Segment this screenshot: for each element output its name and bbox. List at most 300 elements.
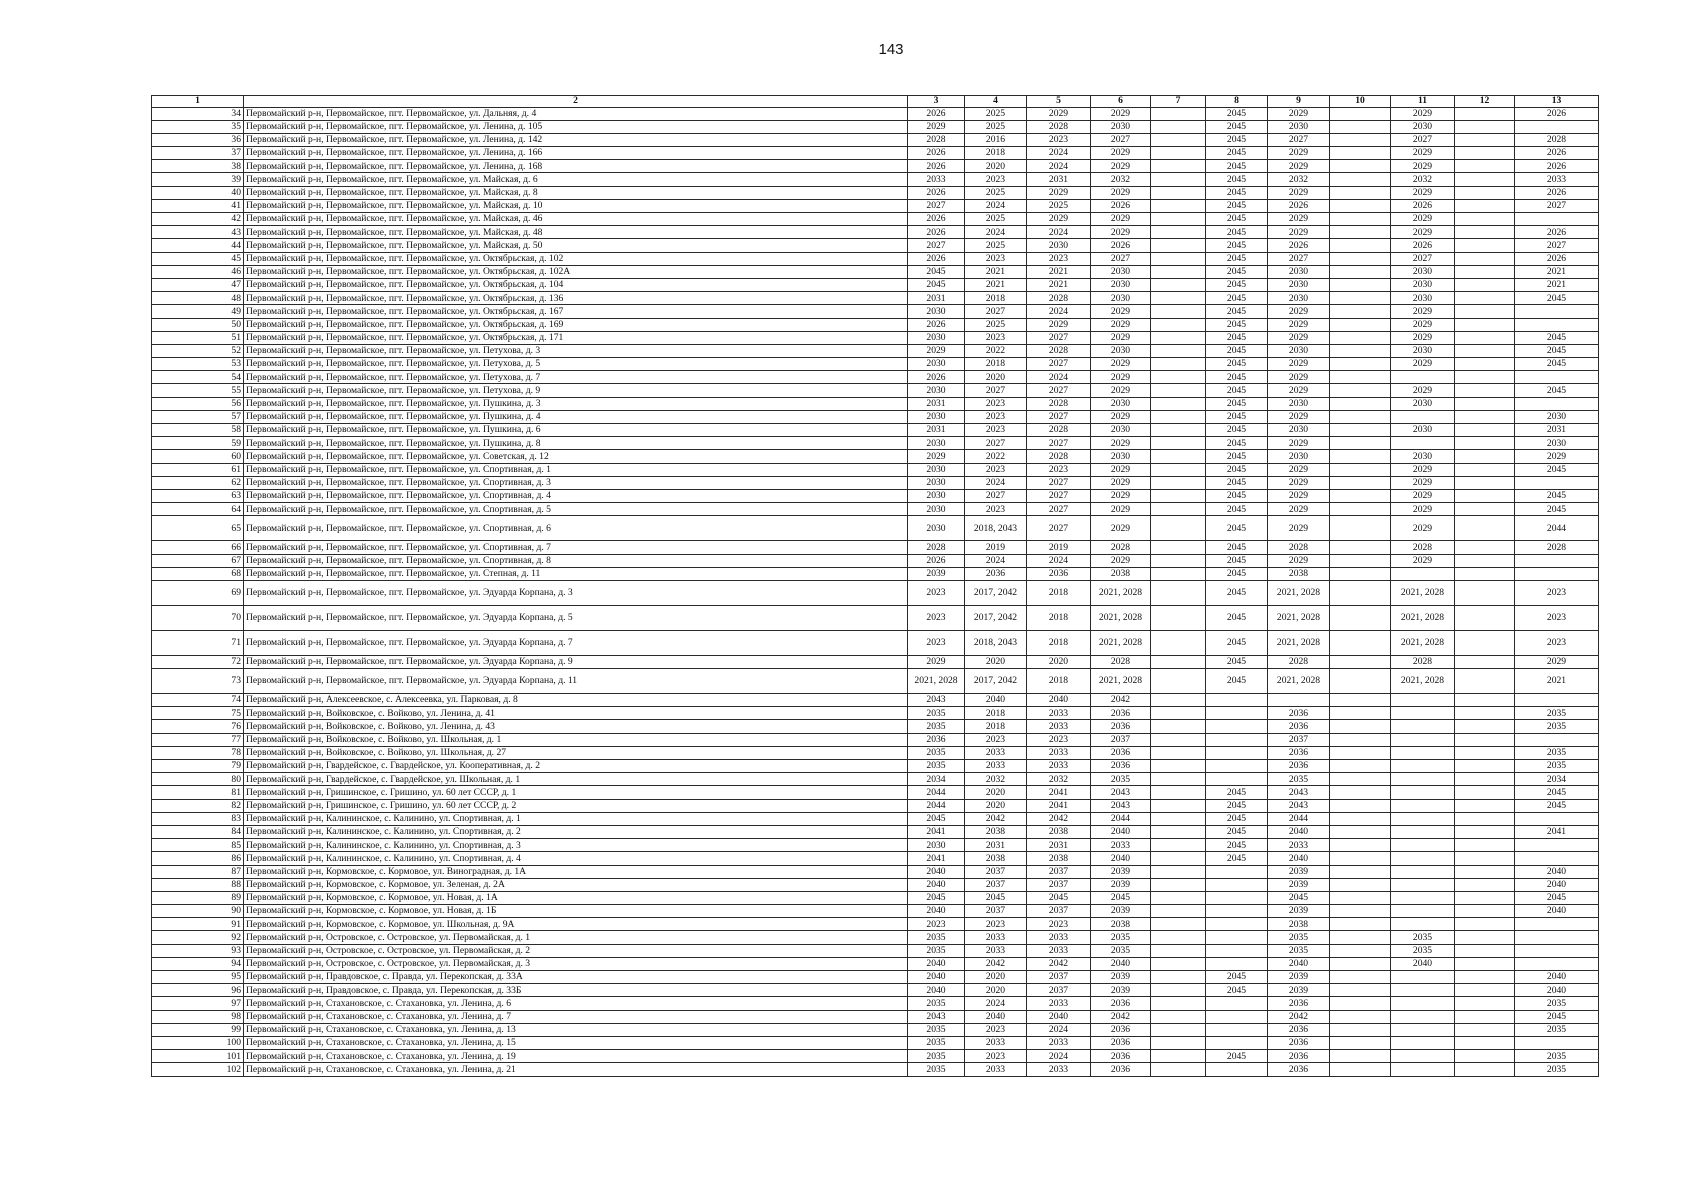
year-cell: 2033 xyxy=(1027,931,1091,944)
year-cell: 2040 xyxy=(1268,852,1330,865)
address-cell: Первомайский р-н, Первомайское, пгт. Первомайское, ул. Октябрьская, д. 167 xyxy=(244,305,908,318)
year-cell: 2030 xyxy=(1268,278,1330,291)
year-cell: 2025 xyxy=(965,213,1027,226)
year-cell xyxy=(1515,812,1599,825)
year-cell: 2037 xyxy=(965,865,1027,878)
year-cell: 2036 xyxy=(1091,1050,1151,1063)
table-row xyxy=(152,476,1599,489)
table-row xyxy=(152,799,1599,812)
year-cell: 2026 xyxy=(908,213,965,226)
year-cell: 2035 xyxy=(1515,760,1599,773)
year-cell: 2027 xyxy=(965,489,1027,502)
year-cell: 2036 xyxy=(1268,1036,1330,1049)
year-cell xyxy=(1206,891,1268,904)
year-cell: 2029 xyxy=(1268,305,1330,318)
year-cell xyxy=(1151,424,1206,437)
year-cell: 2029 xyxy=(1091,476,1151,489)
year-cell: 2024 xyxy=(1027,305,1091,318)
year-cell xyxy=(1455,120,1515,133)
row-number-cell: 76 xyxy=(152,720,244,733)
row-number-cell: 82 xyxy=(152,799,244,812)
row-number-cell: 41 xyxy=(152,199,244,212)
year-cell xyxy=(1515,120,1599,133)
year-cell: 2023 xyxy=(908,918,965,931)
year-cell: 2045 xyxy=(1206,160,1268,173)
address-cell: Первомайский р-н, Стахановское, с. Стахановка, ул. Ленина, д. 7 xyxy=(244,1010,908,1023)
table-row xyxy=(152,1036,1599,1049)
year-cell xyxy=(1206,865,1268,878)
year-cell xyxy=(1455,305,1515,318)
year-cell xyxy=(1515,371,1599,384)
year-cell: 2029 xyxy=(1091,186,1151,199)
year-cell xyxy=(1330,252,1391,265)
year-cell: 2040 xyxy=(1391,957,1455,970)
year-cell xyxy=(1151,733,1206,746)
year-cell xyxy=(1515,957,1599,970)
year-cell xyxy=(1206,1010,1268,1023)
year-cell: 2045 xyxy=(1206,605,1268,630)
year-cell: 2040 xyxy=(908,878,965,891)
address-cell: Первомайский р-н, Первомайское, пгт. Первомайское, ул. Пушкина, д. 3 xyxy=(244,397,908,410)
address-cell: Первомайский р-н, Первомайское, пгт. Первомайское, ул. Октябрьская, д. 171 xyxy=(244,331,908,344)
address-cell: Первомайский р-н, Первомайское, пгт. Первомайское, ул. Эдуарда Корпана, д. 7 xyxy=(244,630,908,655)
year-cell: 2035 xyxy=(1515,707,1599,720)
year-cell: 2045 xyxy=(1515,489,1599,502)
year-cell: 2045 xyxy=(1091,891,1151,904)
year-cell xyxy=(1455,278,1515,291)
year-cell: 2029 xyxy=(1268,160,1330,173)
year-cell: 2023 xyxy=(908,580,965,605)
table-row xyxy=(152,173,1599,186)
year-cell xyxy=(1515,944,1599,957)
address-cell: Первомайский р-н, Первомайское, пгт. Первомайское, ул. Спортивная, д. 4 xyxy=(244,489,908,502)
year-cell xyxy=(1455,865,1515,878)
year-cell: 2036 xyxy=(1091,997,1151,1010)
year-cell: 2029 xyxy=(1027,107,1091,120)
year-cell: 2035 xyxy=(1515,1063,1599,1076)
year-cell: 2029 xyxy=(1268,516,1330,541)
year-cell xyxy=(1455,424,1515,437)
year-cell: 2029 xyxy=(908,655,965,668)
address-cell: Первомайский р-н, Первомайское, пгт. Первомайское, ул. Майская, д. 10 xyxy=(244,199,908,212)
row-number-cell: 57 xyxy=(152,410,244,423)
year-cell: 2029 xyxy=(1268,318,1330,331)
year-cell xyxy=(1330,265,1391,278)
year-cell: 2045 xyxy=(1515,503,1599,516)
year-cell: 2035 xyxy=(908,1023,965,1036)
row-number-cell: 36 xyxy=(152,133,244,146)
year-cell: 2029 xyxy=(1268,476,1330,489)
address-cell: Первомайский р-н, Стахановское, с. Стахановка, ул. Ленина, д. 6 xyxy=(244,997,908,1010)
row-number-cell: 98 xyxy=(152,1010,244,1023)
year-cell xyxy=(1330,567,1391,580)
year-cell xyxy=(1151,120,1206,133)
year-cell xyxy=(1151,450,1206,463)
year-cell xyxy=(1206,1036,1268,1049)
year-cell: 2029 xyxy=(1268,463,1330,476)
year-cell: 2045 xyxy=(1206,567,1268,580)
table-row xyxy=(152,541,1599,554)
address-cell: Первомайский р-н, Первомайское, пгт. Первомайское, ул. Ленина, д. 105 xyxy=(244,120,908,133)
year-cell: 2027 xyxy=(1027,437,1091,450)
year-cell: 2045 xyxy=(1206,239,1268,252)
year-cell: 2045 xyxy=(1206,278,1268,291)
year-cell: 2045 xyxy=(1206,437,1268,450)
year-cell xyxy=(1330,516,1391,541)
column-number-row xyxy=(152,96,1599,108)
row-number-cell: 97 xyxy=(152,997,244,1010)
year-cell xyxy=(1330,344,1391,357)
year-cell: 2030 xyxy=(1027,239,1091,252)
year-cell: 2021, 2028 xyxy=(1391,605,1455,630)
year-cell xyxy=(1151,799,1206,812)
year-cell xyxy=(1151,516,1206,541)
table-row xyxy=(152,694,1599,707)
year-cell: 2039 xyxy=(1268,905,1330,918)
year-cell: 2020 xyxy=(965,786,1027,799)
year-cell: 2040 xyxy=(1091,852,1151,865)
year-cell xyxy=(1330,1036,1391,1049)
year-cell xyxy=(1151,720,1206,733)
column-header: 2 xyxy=(244,96,908,108)
year-cell xyxy=(1151,186,1206,199)
year-cell xyxy=(1455,655,1515,668)
year-cell xyxy=(1206,1063,1268,1076)
year-cell xyxy=(1151,226,1206,239)
year-cell: 2030 xyxy=(1391,450,1455,463)
year-cell: 2045 xyxy=(1206,812,1268,825)
year-cell: 2030 xyxy=(1268,120,1330,133)
row-number-cell: 96 xyxy=(152,984,244,997)
year-cell: 2045 xyxy=(1206,984,1268,997)
year-cell: 2045 xyxy=(908,891,965,904)
year-cell: 2036 xyxy=(1091,1023,1151,1036)
year-cell: 2026 xyxy=(908,226,965,239)
year-cell: 2035 xyxy=(1268,773,1330,786)
year-cell xyxy=(1515,918,1599,931)
year-cell: 2027 xyxy=(1268,252,1330,265)
year-cell xyxy=(1330,944,1391,957)
row-number-cell: 49 xyxy=(152,305,244,318)
year-cell xyxy=(1151,891,1206,904)
year-cell: 2044 xyxy=(1268,812,1330,825)
year-cell xyxy=(1330,997,1391,1010)
table-row xyxy=(152,318,1599,331)
row-number-cell: 73 xyxy=(152,669,244,694)
year-cell xyxy=(1391,865,1455,878)
year-cell xyxy=(1515,305,1599,318)
year-cell xyxy=(1515,839,1599,852)
year-cell: 2037 xyxy=(1268,733,1330,746)
year-cell: 2045 xyxy=(1206,630,1268,655)
year-cell xyxy=(1151,905,1206,918)
year-cell xyxy=(1455,397,1515,410)
row-number-cell: 56 xyxy=(152,397,244,410)
row-number-cell: 88 xyxy=(152,878,244,891)
year-cell: 2039 xyxy=(1268,865,1330,878)
row-number-cell: 68 xyxy=(152,567,244,580)
year-cell: 2036 xyxy=(1268,746,1330,759)
year-cell: 2030 xyxy=(1391,265,1455,278)
year-cell: 2027 xyxy=(965,384,1027,397)
year-cell: 2036 xyxy=(1091,1063,1151,1076)
address-cell: Первомайский р-н, Первомайское, пгт. Первомайское, ул. Дальняя, д. 4 xyxy=(244,107,908,120)
year-cell: 2043 xyxy=(908,694,965,707)
year-cell xyxy=(1455,554,1515,567)
year-cell: 2029 xyxy=(1391,503,1455,516)
year-cell xyxy=(1455,173,1515,186)
year-cell: 2026 xyxy=(908,318,965,331)
year-cell xyxy=(1151,199,1206,212)
year-cell xyxy=(1455,984,1515,997)
year-cell: 2030 xyxy=(1091,397,1151,410)
year-cell: 2030 xyxy=(1091,278,1151,291)
year-cell: 2023 xyxy=(1027,463,1091,476)
row-number-cell: 87 xyxy=(152,865,244,878)
year-cell: 2045 xyxy=(1206,384,1268,397)
year-cell: 2029 xyxy=(1391,305,1455,318)
address-cell: Первомайский р-н, Первомайское, пгт. Первомайское, ул. Петухова, д. 5 xyxy=(244,358,908,371)
year-cell: 2029 xyxy=(1391,489,1455,502)
year-cell xyxy=(1455,1010,1515,1023)
year-cell: 2040 xyxy=(1091,957,1151,970)
year-cell: 2027 xyxy=(908,199,965,212)
year-cell xyxy=(1151,1063,1206,1076)
year-cell xyxy=(1330,669,1391,694)
year-cell xyxy=(1330,331,1391,344)
year-cell: 2017, 2042 xyxy=(965,605,1027,630)
year-cell xyxy=(1330,397,1391,410)
year-cell xyxy=(1330,971,1391,984)
year-cell xyxy=(1455,760,1515,773)
year-cell: 2018 xyxy=(1027,669,1091,694)
year-cell xyxy=(1330,825,1391,838)
year-cell xyxy=(1455,720,1515,733)
address-cell: Первомайский р-н, Стахановское, с. Стахановка, ул. Ленина, д. 15 xyxy=(244,1036,908,1049)
table-row xyxy=(152,825,1599,838)
year-cell xyxy=(1455,133,1515,146)
year-cell: 2021, 2028 xyxy=(1091,605,1151,630)
address-cell: Первомайский р-н, Гришинское, с. Гришино, ул. 60 лет СССР, д. 2 xyxy=(244,799,908,812)
year-cell xyxy=(1206,931,1268,944)
year-cell: 2030 xyxy=(1268,265,1330,278)
year-cell: 2035 xyxy=(908,931,965,944)
year-cell xyxy=(1455,147,1515,160)
row-number-cell: 71 xyxy=(152,630,244,655)
year-cell: 2033 xyxy=(908,173,965,186)
year-cell: 2029 xyxy=(908,120,965,133)
year-cell xyxy=(1330,799,1391,812)
year-cell: 2029 xyxy=(1391,107,1455,120)
year-cell xyxy=(1455,1050,1515,1063)
year-cell xyxy=(1330,371,1391,384)
year-cell: 2028 xyxy=(1268,655,1330,668)
year-cell: 2032 xyxy=(1391,173,1455,186)
year-cell: 2045 xyxy=(1206,120,1268,133)
address-cell: Первомайский р-н, Первомайское, пгт. Первомайское, ул. Спортивная, д. 7 xyxy=(244,541,908,554)
year-cell: 2027 xyxy=(1268,133,1330,146)
year-cell: 2018, 2043 xyxy=(965,630,1027,655)
table-row xyxy=(152,1023,1599,1036)
year-cell: 2045 xyxy=(1206,554,1268,567)
year-cell xyxy=(1151,147,1206,160)
row-number-cell: 46 xyxy=(152,265,244,278)
row-number-cell: 78 xyxy=(152,746,244,759)
year-cell: 2030 xyxy=(1091,292,1151,305)
year-cell xyxy=(1455,213,1515,226)
year-cell: 2028 xyxy=(1391,655,1455,668)
year-cell xyxy=(1391,905,1455,918)
year-cell xyxy=(1151,344,1206,357)
year-cell: 2040 xyxy=(1091,825,1151,838)
row-number-cell: 90 xyxy=(152,905,244,918)
row-number-cell: 83 xyxy=(152,812,244,825)
year-cell: 2029 xyxy=(1391,213,1455,226)
year-cell xyxy=(1455,292,1515,305)
year-cell xyxy=(1330,173,1391,186)
year-cell: 2031 xyxy=(1515,424,1599,437)
year-cell: 2041 xyxy=(908,825,965,838)
year-cell: 2036 xyxy=(1091,746,1151,759)
year-cell xyxy=(1391,567,1455,580)
year-cell: 2024 xyxy=(965,997,1027,1010)
year-cell: 2021, 2028 xyxy=(1391,669,1455,694)
year-cell: 2033 xyxy=(1027,944,1091,957)
year-cell: 2027 xyxy=(1515,239,1599,252)
row-number-cell: 45 xyxy=(152,252,244,265)
year-cell: 2029 xyxy=(1091,358,1151,371)
year-cell: 2045 xyxy=(1515,292,1599,305)
year-cell xyxy=(1330,305,1391,318)
address-cell: Первомайский р-н, Калининское, с. Калинино, ул. Спортивная, д. 1 xyxy=(244,812,908,825)
year-cell: 2045 xyxy=(1206,463,1268,476)
year-cell: 2035 xyxy=(908,1050,965,1063)
year-cell: 2029 xyxy=(1027,318,1091,331)
year-cell xyxy=(1391,812,1455,825)
year-cell xyxy=(1330,865,1391,878)
address-cell: Первомайский р-н, Кормовское, с. Кормовое, ул. Школьная, д. 9А xyxy=(244,918,908,931)
column-header: 9 xyxy=(1268,96,1330,108)
year-cell: 2016 xyxy=(965,133,1027,146)
table-row xyxy=(152,997,1599,1010)
year-cell: 2042 xyxy=(965,957,1027,970)
year-cell: 2045 xyxy=(1206,305,1268,318)
column-header: 13 xyxy=(1515,96,1599,108)
year-cell xyxy=(1455,669,1515,694)
year-cell: 2033 xyxy=(1027,1036,1091,1049)
year-cell: 2029 xyxy=(1091,213,1151,226)
year-cell: 2029 xyxy=(1091,318,1151,331)
year-cell: 2045 xyxy=(1206,186,1268,199)
column-header: 1 xyxy=(152,96,244,108)
year-cell xyxy=(1330,931,1391,944)
year-cell xyxy=(1206,957,1268,970)
year-cell: 2037 xyxy=(965,905,1027,918)
year-cell xyxy=(1391,852,1455,865)
year-cell xyxy=(1151,437,1206,450)
year-cell xyxy=(1455,541,1515,554)
year-cell: 2045 xyxy=(1206,133,1268,146)
year-cell xyxy=(1391,694,1455,707)
address-cell: Первомайский р-н, Правдовское, с. Правда, ул. Перекопская, д. 33А xyxy=(244,971,908,984)
year-cell: 2030 xyxy=(1391,424,1455,437)
year-cell xyxy=(1330,147,1391,160)
year-cell: 2045 xyxy=(1206,147,1268,160)
year-cell: 2024 xyxy=(1027,147,1091,160)
year-cell: 2029 xyxy=(908,344,965,357)
year-cell: 2029 xyxy=(1391,186,1455,199)
year-cell xyxy=(1515,213,1599,226)
table-row xyxy=(152,450,1599,463)
table-row xyxy=(152,437,1599,450)
year-cell: 2031 xyxy=(965,839,1027,852)
year-cell: 2038 xyxy=(965,825,1027,838)
year-cell: 2035 xyxy=(908,720,965,733)
year-cell: 2021 xyxy=(965,265,1027,278)
year-cell: 2017, 2042 xyxy=(965,669,1027,694)
year-cell: 2035 xyxy=(908,997,965,1010)
year-cell: 2026 xyxy=(1091,199,1151,212)
year-cell xyxy=(1330,186,1391,199)
year-cell: 2045 xyxy=(1515,786,1599,799)
year-cell: 2022 xyxy=(965,450,1027,463)
year-cell: 2033 xyxy=(1027,760,1091,773)
year-cell xyxy=(1330,655,1391,668)
address-cell: Первомайский р-н, Первомайское, пгт. Первомайское, ул. Спортивная, д. 3 xyxy=(244,476,908,489)
table-row xyxy=(152,944,1599,957)
year-cell xyxy=(1330,292,1391,305)
year-cell: 2037 xyxy=(1027,865,1091,878)
year-cell: 2029 xyxy=(1391,554,1455,567)
year-cell xyxy=(1455,971,1515,984)
table-row xyxy=(152,984,1599,997)
year-cell: 2018 xyxy=(965,707,1027,720)
year-cell xyxy=(1206,707,1268,720)
year-cell xyxy=(1455,905,1515,918)
address-cell: Первомайский р-н, Войковское, с. Войково, ул. Школьная, д. 1 xyxy=(244,733,908,746)
year-cell: 2029 xyxy=(1391,463,1455,476)
year-cell xyxy=(1151,278,1206,291)
table-row xyxy=(152,580,1599,605)
year-cell: 2045 xyxy=(1206,410,1268,423)
year-cell: 2026 xyxy=(1515,107,1599,120)
year-cell: 2026 xyxy=(1091,239,1151,252)
year-cell: 2028 xyxy=(1091,655,1151,668)
year-cell: 2024 xyxy=(1027,371,1091,384)
year-cell: 2023 xyxy=(1515,580,1599,605)
year-cell: 2030 xyxy=(908,358,965,371)
year-cell: 2027 xyxy=(1027,503,1091,516)
year-cell: 2035 xyxy=(908,944,965,957)
year-cell: 2028 xyxy=(1391,541,1455,554)
year-cell: 2040 xyxy=(1027,1010,1091,1023)
year-cell: 2021 xyxy=(1027,265,1091,278)
year-cell xyxy=(1330,878,1391,891)
year-cell: 2027 xyxy=(1515,199,1599,212)
row-number-cell: 93 xyxy=(152,944,244,957)
row-number-cell: 48 xyxy=(152,292,244,305)
year-cell xyxy=(1391,997,1455,1010)
year-cell: 2036 xyxy=(965,567,1027,580)
table-row xyxy=(152,358,1599,371)
year-cell: 2029 xyxy=(1391,384,1455,397)
table-row xyxy=(152,812,1599,825)
year-cell: 2019 xyxy=(1027,541,1091,554)
year-cell: 2035 xyxy=(1515,746,1599,759)
year-cell: 2042 xyxy=(965,812,1027,825)
year-cell: 2017, 2042 xyxy=(965,580,1027,605)
year-cell: 2021, 2028 xyxy=(1391,630,1455,655)
